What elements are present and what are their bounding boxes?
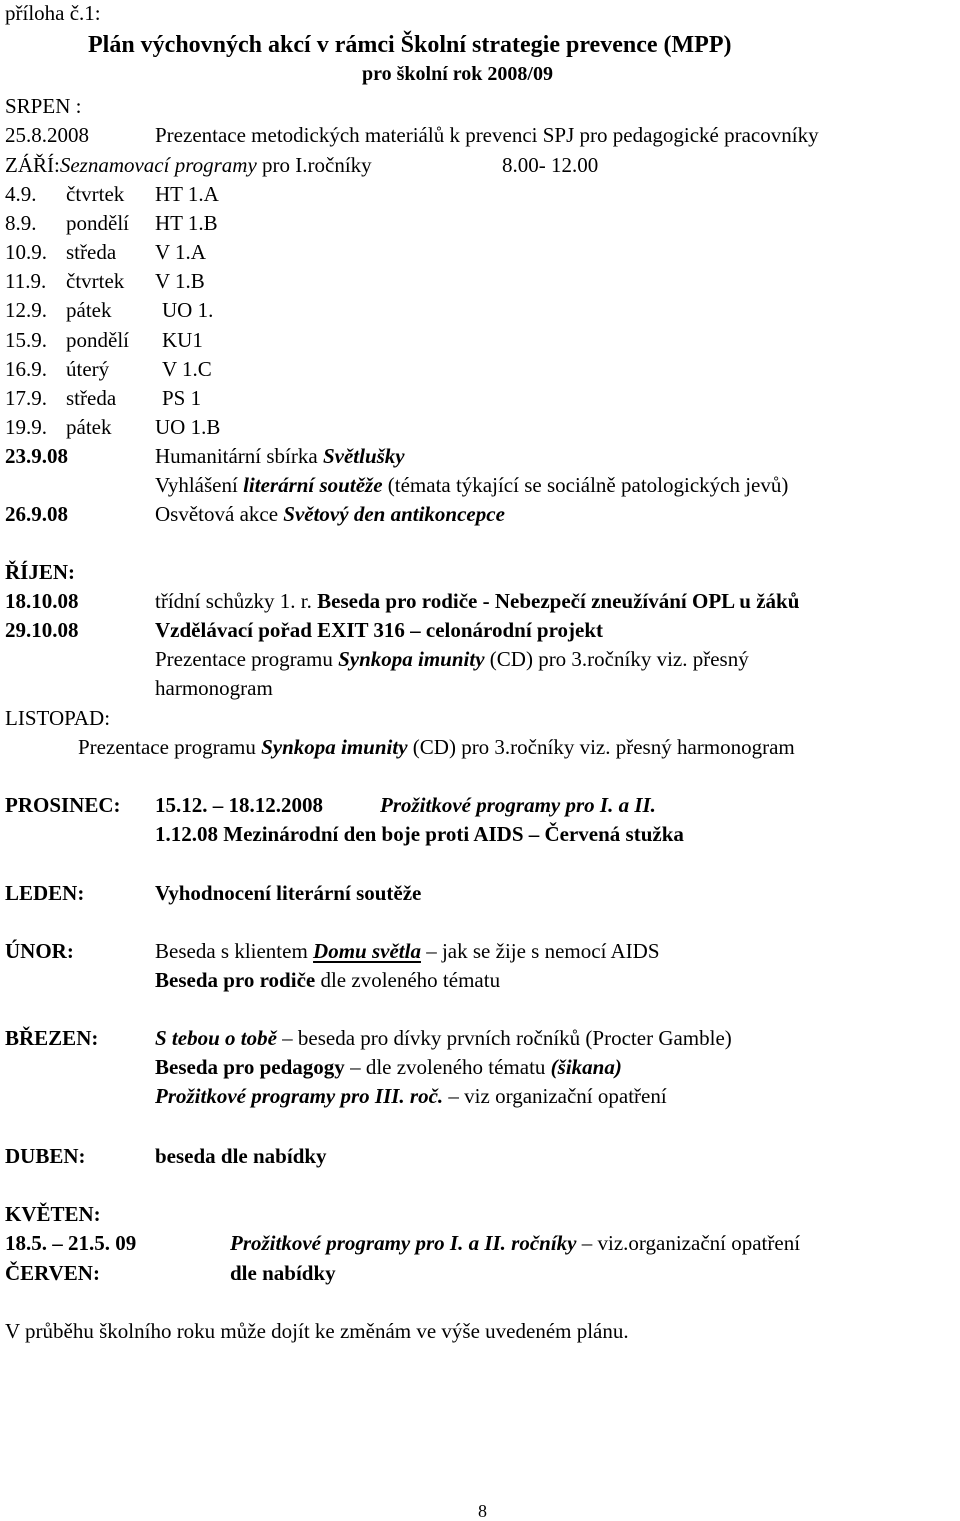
kveten-date: 18.5. – 21.5. 09 <box>5 1231 137 1255</box>
schedule-row-class: KU1 <box>162 328 203 352</box>
page-subtitle: pro školní rok 2008/09 <box>362 63 553 85</box>
prosinec-heading: PROSINEC: <box>5 793 121 817</box>
synkopa-name: Synkopa imunity <box>261 735 408 759</box>
brezen-line-2: Beseda pro pedagogy – dle zvoleného tématu (šikana) <box>155 1055 622 1079</box>
zari-grade: pro I.ročníky <box>256 153 372 177</box>
leden-heading: LEDEN: <box>5 881 85 905</box>
rijen-event-2c-text: harmonogram <box>155 676 273 700</box>
schedule-row-class: HT 1.B <box>155 211 218 235</box>
attachment-label: příloha č.1: <box>5 1 101 25</box>
prosinec-event-1-name: Prožitkové programy pro I. a II. <box>380 793 656 817</box>
rijen-event-1-text: třídní schůzky 1. r. Beseda pro rodiče - Nebezpečí zneužívání OPL u žáků <box>155 589 800 613</box>
schedule-row-date: 11.9. <box>5 269 47 293</box>
footer-note: V průběhu školního roku může dojít ke změnám ve výše uvedeném plánu. <box>5 1319 629 1343</box>
synkopa-name: Synkopa imunity <box>338 647 485 671</box>
schedule-row-date: 8.9. <box>5 211 37 235</box>
schedule-row-day: úterý <box>66 357 110 381</box>
schedule-row-date: 15.9. <box>5 328 47 352</box>
page-title: Plán výchovných akcí v rámci Školní strategie prevence (MPP) <box>88 32 732 58</box>
rijen-heading: ŘÍJEN: <box>5 560 76 584</box>
schedule-row-day: čtvrtek <box>66 182 125 206</box>
brezen-heading: BŘEZEN: <box>5 1026 99 1050</box>
kveten-heading: KVĚTEN: <box>5 1202 101 1226</box>
zari-program: Seznamovací programy <box>59 153 257 177</box>
schedule-row-class: V 1.A <box>155 240 206 264</box>
svetlusky-name: Světlušky <box>322 444 405 468</box>
schedule-row-day: pondělí <box>66 328 129 352</box>
cerven-text: dle nabídky <box>230 1261 336 1285</box>
schedule-row-class: V 1.C <box>162 357 212 381</box>
schedule-row-day: středa <box>66 386 117 410</box>
schedule-row-class: V 1.B <box>155 269 205 293</box>
schedule-row-day: pátek <box>66 415 112 439</box>
zari-event-2-date: 26.9.08 <box>5 502 68 526</box>
zari-time: 8.00- 12.00 <box>502 153 599 177</box>
schedule-row-date: 19.9. <box>5 415 47 439</box>
schedule-row-date: 17.9. <box>5 386 47 410</box>
kveten-text: Prožitkové programy pro I. a II. ročníky – viz.organizační opatření <box>230 1231 801 1255</box>
literary-contest-name: literární soutěže <box>243 473 383 497</box>
duben-heading: DUBEN: <box>5 1144 86 1168</box>
duben-text: beseda dle nabídky <box>155 1144 327 1168</box>
schedule-row-date: 16.9. <box>5 357 47 381</box>
rijen-event-1-date: 18.10.08 <box>5 589 79 613</box>
listopad-heading: LISTOPAD: <box>5 706 111 730</box>
page-number: 8 <box>478 1501 487 1521</box>
srpen-text: Prezentace metodických materiálů k prevenci SPJ pro pedagogické pracovníky <box>155 123 819 147</box>
zari-line <box>5 155 372 176</box>
prosinec-event-2: 1.12.08 Mezinárodní den boje proti AIDS – Červená stužka <box>155 822 684 846</box>
unor-line-2: Beseda pro rodiče dle zvoleného tématu <box>155 968 501 992</box>
schedule-row-date: 12.9. <box>5 298 47 322</box>
unor-line-1: Beseda s klientem Domu světla – jak se žije s nemocí AIDS <box>155 939 660 963</box>
zari-event-1-date: 23.9.08 <box>5 444 68 468</box>
schedule-row-class: PS 1 <box>162 386 202 410</box>
schedule-row-class: UO 1. <box>162 298 214 322</box>
srpen-heading: SRPEN : <box>5 94 82 118</box>
rijen-event-2-date: 29.10.08 <box>5 618 79 642</box>
schedule-row-day: pondělí <box>66 211 129 235</box>
zari-event-1b-text: Vyhlášení literární soutěže (témata týkající se sociálně patologických jevů) <box>155 473 789 497</box>
cerven-heading: ČERVEN: <box>5 1261 100 1285</box>
unor-heading: ÚNOR: <box>5 939 74 963</box>
schedule-row-class: HT 1.A <box>155 182 219 206</box>
antikoncepce-name: Světový den antikoncepce <box>283 502 505 526</box>
listopad-text: Prezentace programu Synkopa imunity (CD) pro 3.ročníky viz. přesný harmonogram <box>78 735 795 759</box>
leden-text: Vyhodnocení literární soutěže <box>155 881 422 905</box>
schedule-row-day: čtvrtek <box>66 269 125 293</box>
schedule-row-day: středa <box>66 240 117 264</box>
schedule-row-date: 10.9. <box>5 240 47 264</box>
brezen-line-1: S tebou o tobě – beseda pro dívky prvních ročníků (Procter Gamble) <box>155 1026 732 1050</box>
schedule-row-class: UO 1.B <box>155 415 221 439</box>
schedule-row-date: 4.9. <box>5 182 37 206</box>
brezen-line-3: Prožitkové programy pro III. roč. – viz organizační opatření <box>155 1084 667 1108</box>
zari-event-2-text: Osvětová akce Světový den antikoncepce <box>155 502 505 526</box>
schedule-row-day: pátek <box>66 298 112 322</box>
zari-event-1-text: Humanitární sbírka Světlušky <box>155 444 405 468</box>
rijen-event-2b-text: Prezentace programu Synkopa imunity (CD) pro 3.ročníky viz. přesný <box>155 647 749 671</box>
prosinec-event-1-date: 15.12. – 18.12.2008 <box>155 793 323 817</box>
srpen-date: 25.8.2008 <box>5 123 89 147</box>
zari-heading: ZÁŘÍ: <box>5 153 60 177</box>
rijen-event-2-text: Vzdělávací pořad EXIT 316 – celonárodní projekt <box>155 618 604 642</box>
